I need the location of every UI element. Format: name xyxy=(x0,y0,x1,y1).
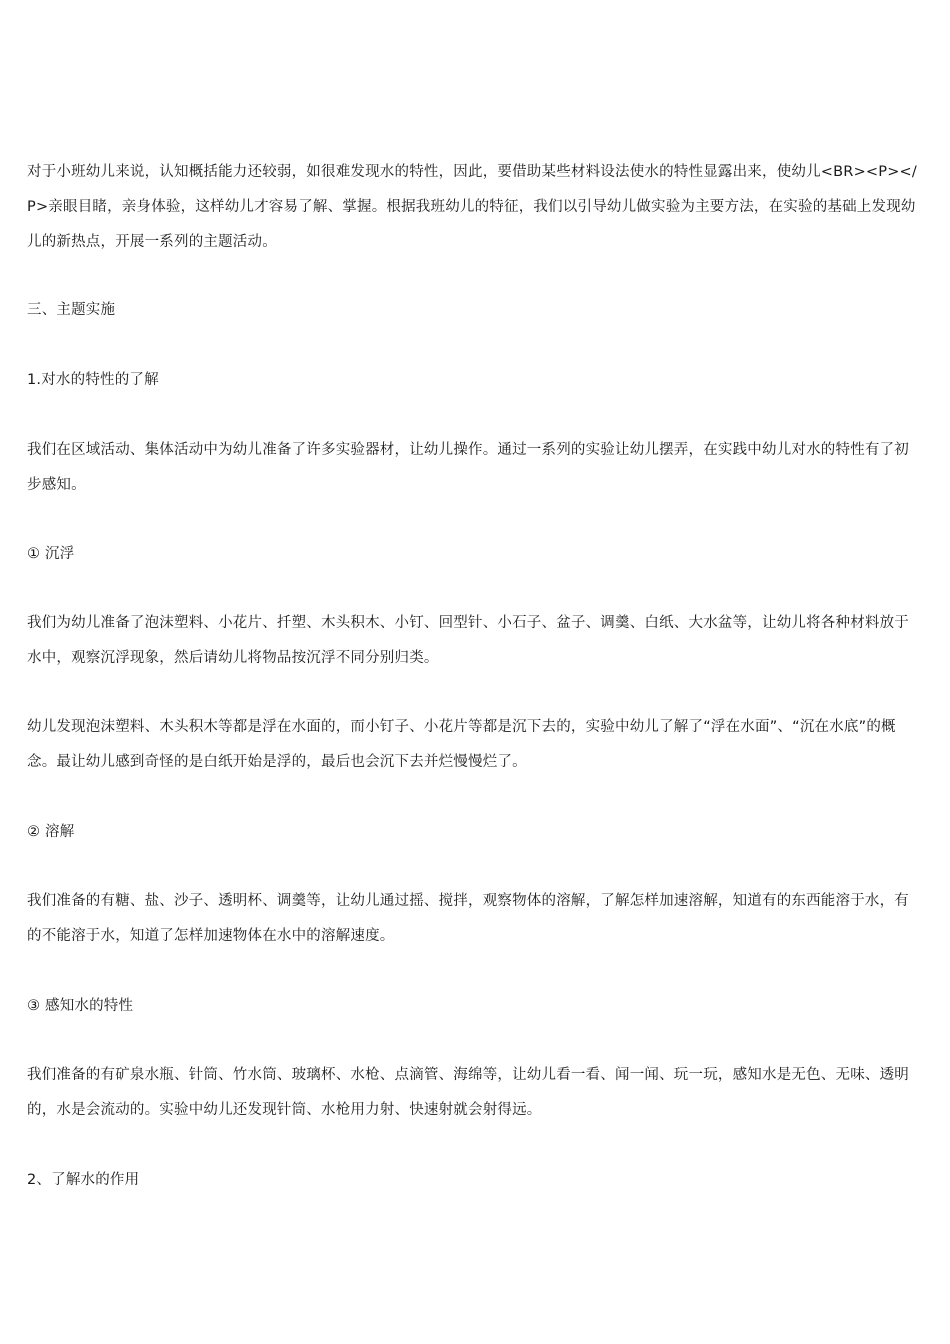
item-paragraph: 我们为幼儿准备了泡沫塑料、小花片、扦塑、木头积木、小钉、回型针、小石子、盆子、调羹、白纸、大水盆等，让幼儿将各种材料放于水中，观察沉浮现象，然后请幼儿将物品按沉浮不同分别归类。 xyxy=(27,615,909,666)
subsection-heading: 1.对水的特性的了解 xyxy=(27,372,159,388)
intro-paragraph: 对于小班幼儿来说，认知概括能力还较弱，如很难发现水的特性，因此，要借助某些材料设法使水的特性显露出来，使幼儿<BR><P></P>亲眼目睹，亲身体验，这样幼儿才容易了解、掌握。根据我班幼儿的特征，我们以引导幼儿做实验为主要方法，在实验的基础上发现幼儿的新热点，开展一系列的主题活动。 xyxy=(27,164,917,250)
item-paragraph: 幼儿发现泡沫塑料、木头积木等都是浮在水面的，而小钉子、小花片等都是沉下去的，实验中幼儿了解了“浮在水面”、“沉在水底”的概念。最让幼儿感到奇怪的是白纸开始是浮的，最后也会沉下去并烂慢慢烂了。 xyxy=(27,719,896,770)
subsection-paragraph: 我们在区域活动、集体活动中为幼儿准备了许多实验器材，让幼儿操作。通过一系列的实验让幼儿摆弄，在实践中幼儿对水的特性有了初步感知。 xyxy=(27,442,909,493)
item-paragraph: 我们准备的有矿泉水瓶、针筒、竹水筒、玻璃杯、水枪、点滴管、海绵等，让幼儿看一看、闻一闻、玩一玩，感知水是无色、无味、透明的，水是会流动的。实验中幼儿还发现针筒、水枪用力射、快速射就会射得远。 xyxy=(27,1067,909,1118)
item-heading: ② 溶解 xyxy=(27,824,75,840)
item-heading: ③ 感知水的特性 xyxy=(27,998,134,1014)
subsection-heading: 2、了解水的作用 xyxy=(27,1172,140,1188)
item-paragraph: 我们准备的有糖、盐、沙子、透明杯、调羹等，让幼儿通过摇、搅拌，观察物体的溶解，了解怎样加速溶解，知道有的东西能溶于水，有的不能溶于水，知道了怎样加速物体在水中的溶解速度。 xyxy=(27,893,909,944)
item-heading: ① 沉浮 xyxy=(27,546,75,562)
section-heading: 三、主题实施 xyxy=(27,302,116,318)
